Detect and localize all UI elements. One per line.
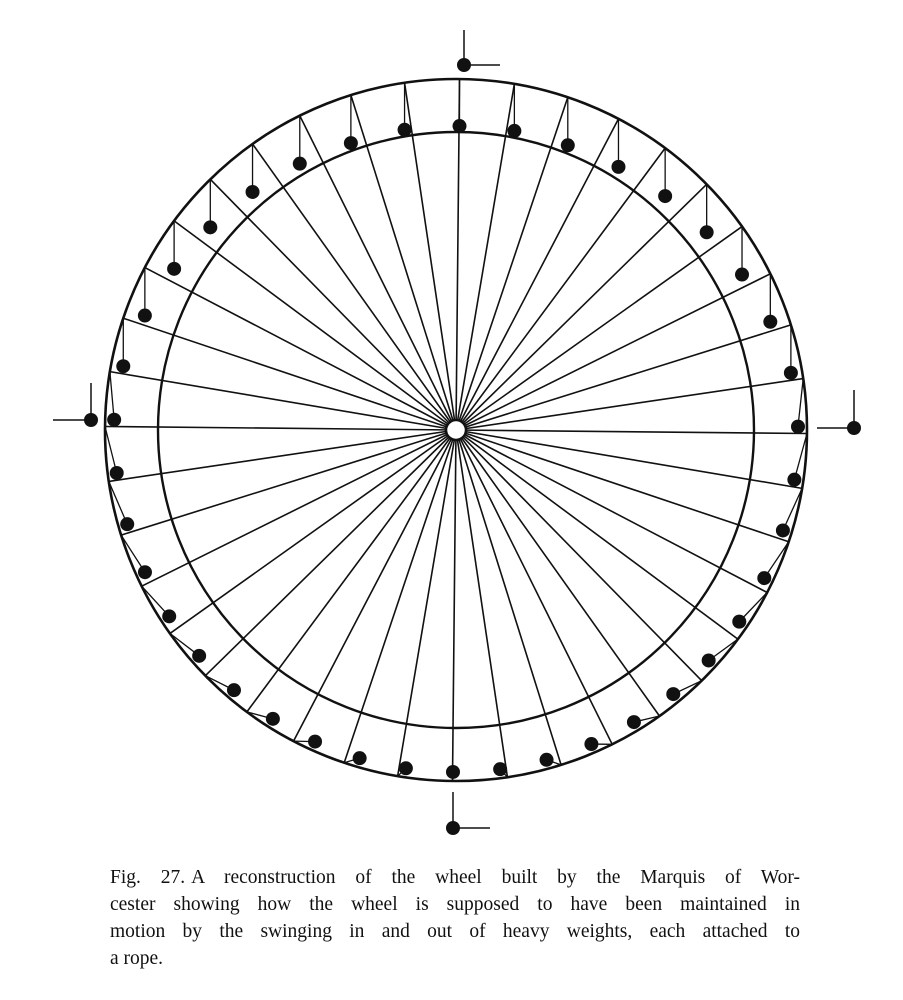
weight xyxy=(266,712,280,726)
weight xyxy=(732,615,746,629)
weight xyxy=(776,523,790,537)
weight xyxy=(203,220,217,234)
weight xyxy=(540,753,554,767)
weight xyxy=(107,413,121,427)
weight xyxy=(763,315,777,329)
weight xyxy=(138,309,152,323)
weight xyxy=(167,262,181,276)
weight xyxy=(446,765,460,779)
weight xyxy=(702,653,716,667)
weight xyxy=(246,185,260,199)
weight xyxy=(658,189,672,203)
marker-weight xyxy=(847,421,861,435)
weight xyxy=(162,609,176,623)
weight xyxy=(353,751,367,765)
weight xyxy=(784,366,798,380)
caption-line-1: Fig. 27. A reconstruction of the wheel built by the Marquis of Wor- xyxy=(110,867,800,888)
rope xyxy=(798,379,803,427)
weight xyxy=(627,715,641,729)
weight xyxy=(192,649,206,663)
weight xyxy=(787,473,801,487)
weight xyxy=(344,136,358,150)
marker-weight xyxy=(446,821,460,835)
weight xyxy=(399,761,413,775)
weight xyxy=(561,138,575,152)
caption-line-4: a rope. xyxy=(110,948,164,969)
weight xyxy=(700,225,714,239)
weight xyxy=(116,359,130,373)
weight xyxy=(791,420,805,434)
weight xyxy=(584,737,598,751)
marker-weight xyxy=(457,58,471,72)
rope xyxy=(110,372,114,420)
figure-label: Fig. 27. xyxy=(110,867,186,888)
weight xyxy=(293,157,307,171)
caption-line-2: cester showing how the wheel is supposed to have been maintained in xyxy=(110,894,800,915)
weight xyxy=(110,466,124,480)
weight xyxy=(138,565,152,579)
weight xyxy=(666,687,680,701)
caption-line-3: motion by the swinging in and out of heavy weights, each attached to xyxy=(110,921,800,942)
weight xyxy=(308,735,322,749)
weight xyxy=(227,683,241,697)
hub xyxy=(446,420,466,440)
weight xyxy=(757,571,771,585)
figure-caption xyxy=(110,864,800,972)
weight xyxy=(735,268,749,282)
marker-weight xyxy=(84,413,98,427)
weight xyxy=(611,160,625,174)
weight xyxy=(120,517,134,531)
weight xyxy=(493,762,507,776)
